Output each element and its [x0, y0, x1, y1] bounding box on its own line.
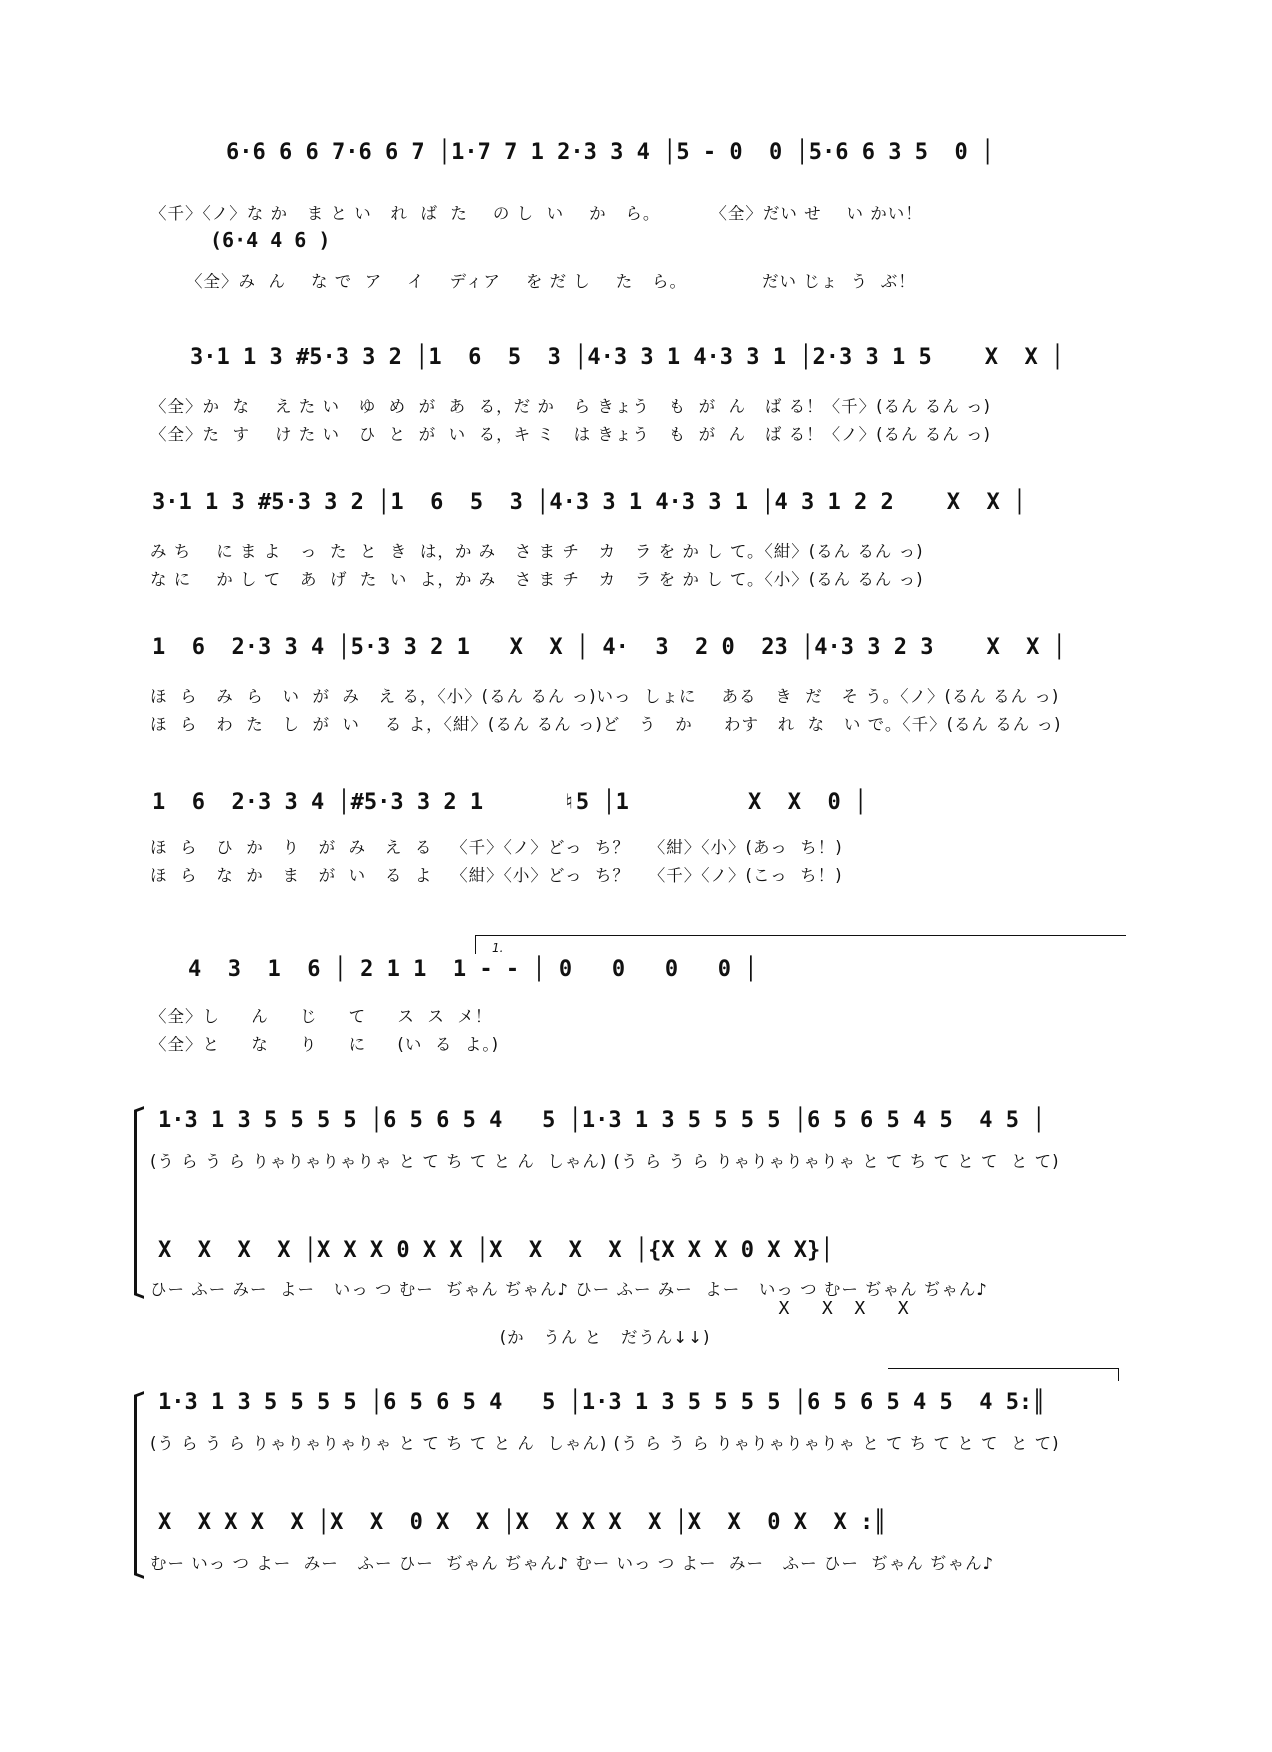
notes-line: 1·3 1 3 5 5 5 5 │6 5 6 5 4 5 │1·3 1 3 5 5 5 5 │6 5 6 5 4 5 4 5:║: [158, 1390, 1046, 1415]
lyric-line-2: ほ ら な か ま が い る よ 〈紺〉〈小〉どっ ち？ 〈千〉〈ノ〉(こっ ち！): [150, 866, 843, 885]
lyric-line-1: 〈全〉し ん じ て ス ス メ！: [150, 1007, 493, 1026]
brace-group-1: [134, 1110, 143, 1295]
notes-line: 1 6 2·3 3 4 │#5·3 3 2 1 ♮5 │1 X X 0 │: [152, 790, 868, 815]
first-ending-bracket: [475, 935, 1126, 954]
lyric-line-1: 〈千〉〈ノ〉な か ま と い れ ば た の し い か ら。 〈全〉だい せ い かい！: [150, 204, 923, 223]
brace-group-2: [134, 1395, 143, 1575]
lyric-line-1: ほ ら ひ か り が み え る 〈千〉〈ノ〉どっ ち？ 〈紺〉〈小〉(あっ ち！): [150, 838, 843, 857]
notes-line: X X X X │X X X 0 X X │X X X X │{X X X 0 X X}│: [158, 1238, 834, 1263]
lyric-line-2: 〈全〉み ん な で ア イ ディア を だ し た ら。 だい じょ う ぶ！: [186, 272, 916, 291]
lyric-line-1: 〈全〉か な え た い ゆ め が あ る，だ か ら きょう も が ん ば る！〈千〉(るん るん っ): [150, 397, 991, 416]
notes-line: X X X X X │X X 0 X X │X X X X X │X X 0 X X :║: [158, 1510, 887, 1535]
lyric-line-2: ほ ら わ た し が い る よ，〈紺〉(るん るん っ)ど う か わす れ な い で。〈千〉(るん るん っ): [150, 715, 1062, 734]
notes-line: 1·3 1 3 5 5 5 5 │6 5 6 5 4 5 │1·3 1 3 5 5 5 5 │6 5 6 5 4 5 4 5 │: [158, 1108, 1046, 1133]
lyric-line-1: (う ら う ら りゃりゃりゃりゃ と て ち て と ん しゃん) (う ら う ら りゃりゃりゃりゃ と て ち て と て と て): [150, 1434, 1060, 1453]
lyric-line-1: (う ら う ら りゃりゃりゃりゃ と て ち て と ん しゃん) (う ら う ら りゃりゃりゃりゃ と て ち て と て と て): [150, 1152, 1060, 1171]
lyric-line-2: (か うん と だうん↓↓): [150, 1328, 711, 1347]
lyric-line-2: 〈全〉と な り に (い る よ。): [150, 1035, 500, 1054]
notes-line: 3·1 1 3 #5·3 3 2 │1 6 5 3 │4·3 3 1 4·3 3 1 │4 3 1 2 2 X X │: [152, 490, 1027, 515]
alt-notes: (6·4 4 6 ): [210, 228, 331, 252]
lyric-line-1: むー いっ つ よー みー ふー ひー ぢゃん ぢゃん♪ むー いっ つ よー みー ふー ひー ぢゃん ぢゃん♪: [150, 1554, 995, 1573]
notes-line: 6·6 6 6 7·6 6 7 │1·7 7 1 2·3 3 4 │5 - 0 0 │5·6 6 3 5 0 │: [226, 140, 995, 165]
alt-notes: X X X X: [150, 1298, 909, 1319]
lyric-line-2: 〈全〉た す け た い ひ と が い る，キ ミ は きょう も が ん ば る！〈ノ〉(るん るん っ): [150, 425, 991, 444]
first-ending-label: 1.: [492, 941, 504, 955]
lyric-line-2: な に か し て あ げ た い よ，か み さ ま チ カ ラ を か し て。〈小〉(るん るん っ): [150, 570, 924, 589]
notes-line: 1 6 2·3 3 4 │5·3 3 2 1 X X │ 4· 3 2 0 23 │4·3 3 2 3 X X │: [152, 635, 1066, 660]
notes-line: 4 3 1 6 │ 2 1 1 1 - - │ 0 0 0 0 │: [188, 957, 758, 982]
repeat-bracket: [888, 1368, 1119, 1381]
notes-line: 3·1 1 3 #5·3 3 2 │1 6 5 3 │4·3 3 1 4·3 3 1 │2·3 3 1 5 X X │: [190, 345, 1065, 370]
lyric-line-1: ひー ふー みー よー いっ つ むー ぢゃん ぢゃん♪ ひー ふー みー よー いっ つ むー ぢゃん ぢゃん♪: [150, 1280, 988, 1299]
lyric-line-1: ほ ら み ら い が み え る，〈小〉(るん るん っ)いっ しょに ある き だ そ う。〈ノ〉(るん るん っ): [150, 687, 1060, 706]
lyric-line-1: み ち に ま よ っ た と き は，か み さ ま チ カ ラ を か し て。〈紺〉(るん るん っ): [150, 542, 924, 561]
